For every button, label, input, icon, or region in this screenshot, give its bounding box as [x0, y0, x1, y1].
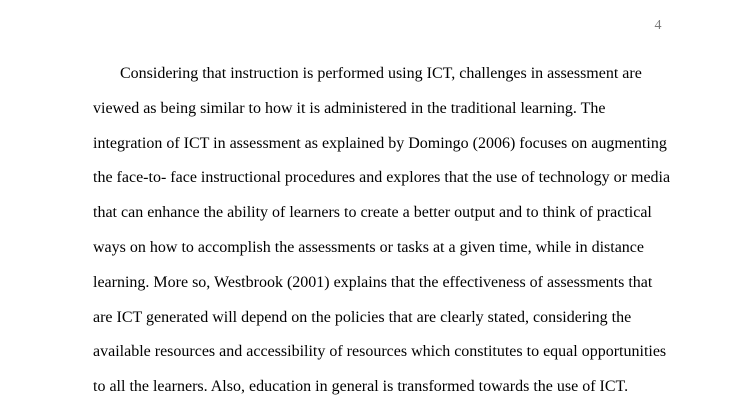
paragraph-line: available resources and accessibility of resources which constitutes to equal opportunities — [93, 343, 667, 361]
paragraph-line: ways on how to accomplish the assessments or tasks at a given time, while in distance — [93, 238, 644, 256]
paragraph-line: integration of ICT in assessment as explained by Domingo (2006) focuses on augmenting — [93, 134, 667, 152]
paragraph-line: to all the learners. Also, education in general is transformed towards the use of ICT. — [93, 378, 629, 396]
paragraph-line: that can enhance the ability of learners to create a better output and to think of practical — [93, 204, 652, 222]
paragraph-line: viewed as being similar to how it is administered in the traditional learning. The — [93, 99, 606, 117]
paragraph-line: learning. More so, Westbrook (2001) explains that the effectiveness of assessments that — [93, 273, 653, 291]
paragraph-line: are ICT generated will depend on the policies that are clearly stated, considering the — [93, 308, 632, 326]
paragraph-line: Considering that instruction is performed using ICT, challenges in assessment are — [120, 65, 642, 82]
paragraph-line: the face-to- face instructional procedures and explores that the use of technology or media — [93, 169, 671, 187]
paragraph — [93, 62, 671, 410]
page-number: 4 — [654, 18, 662, 33]
